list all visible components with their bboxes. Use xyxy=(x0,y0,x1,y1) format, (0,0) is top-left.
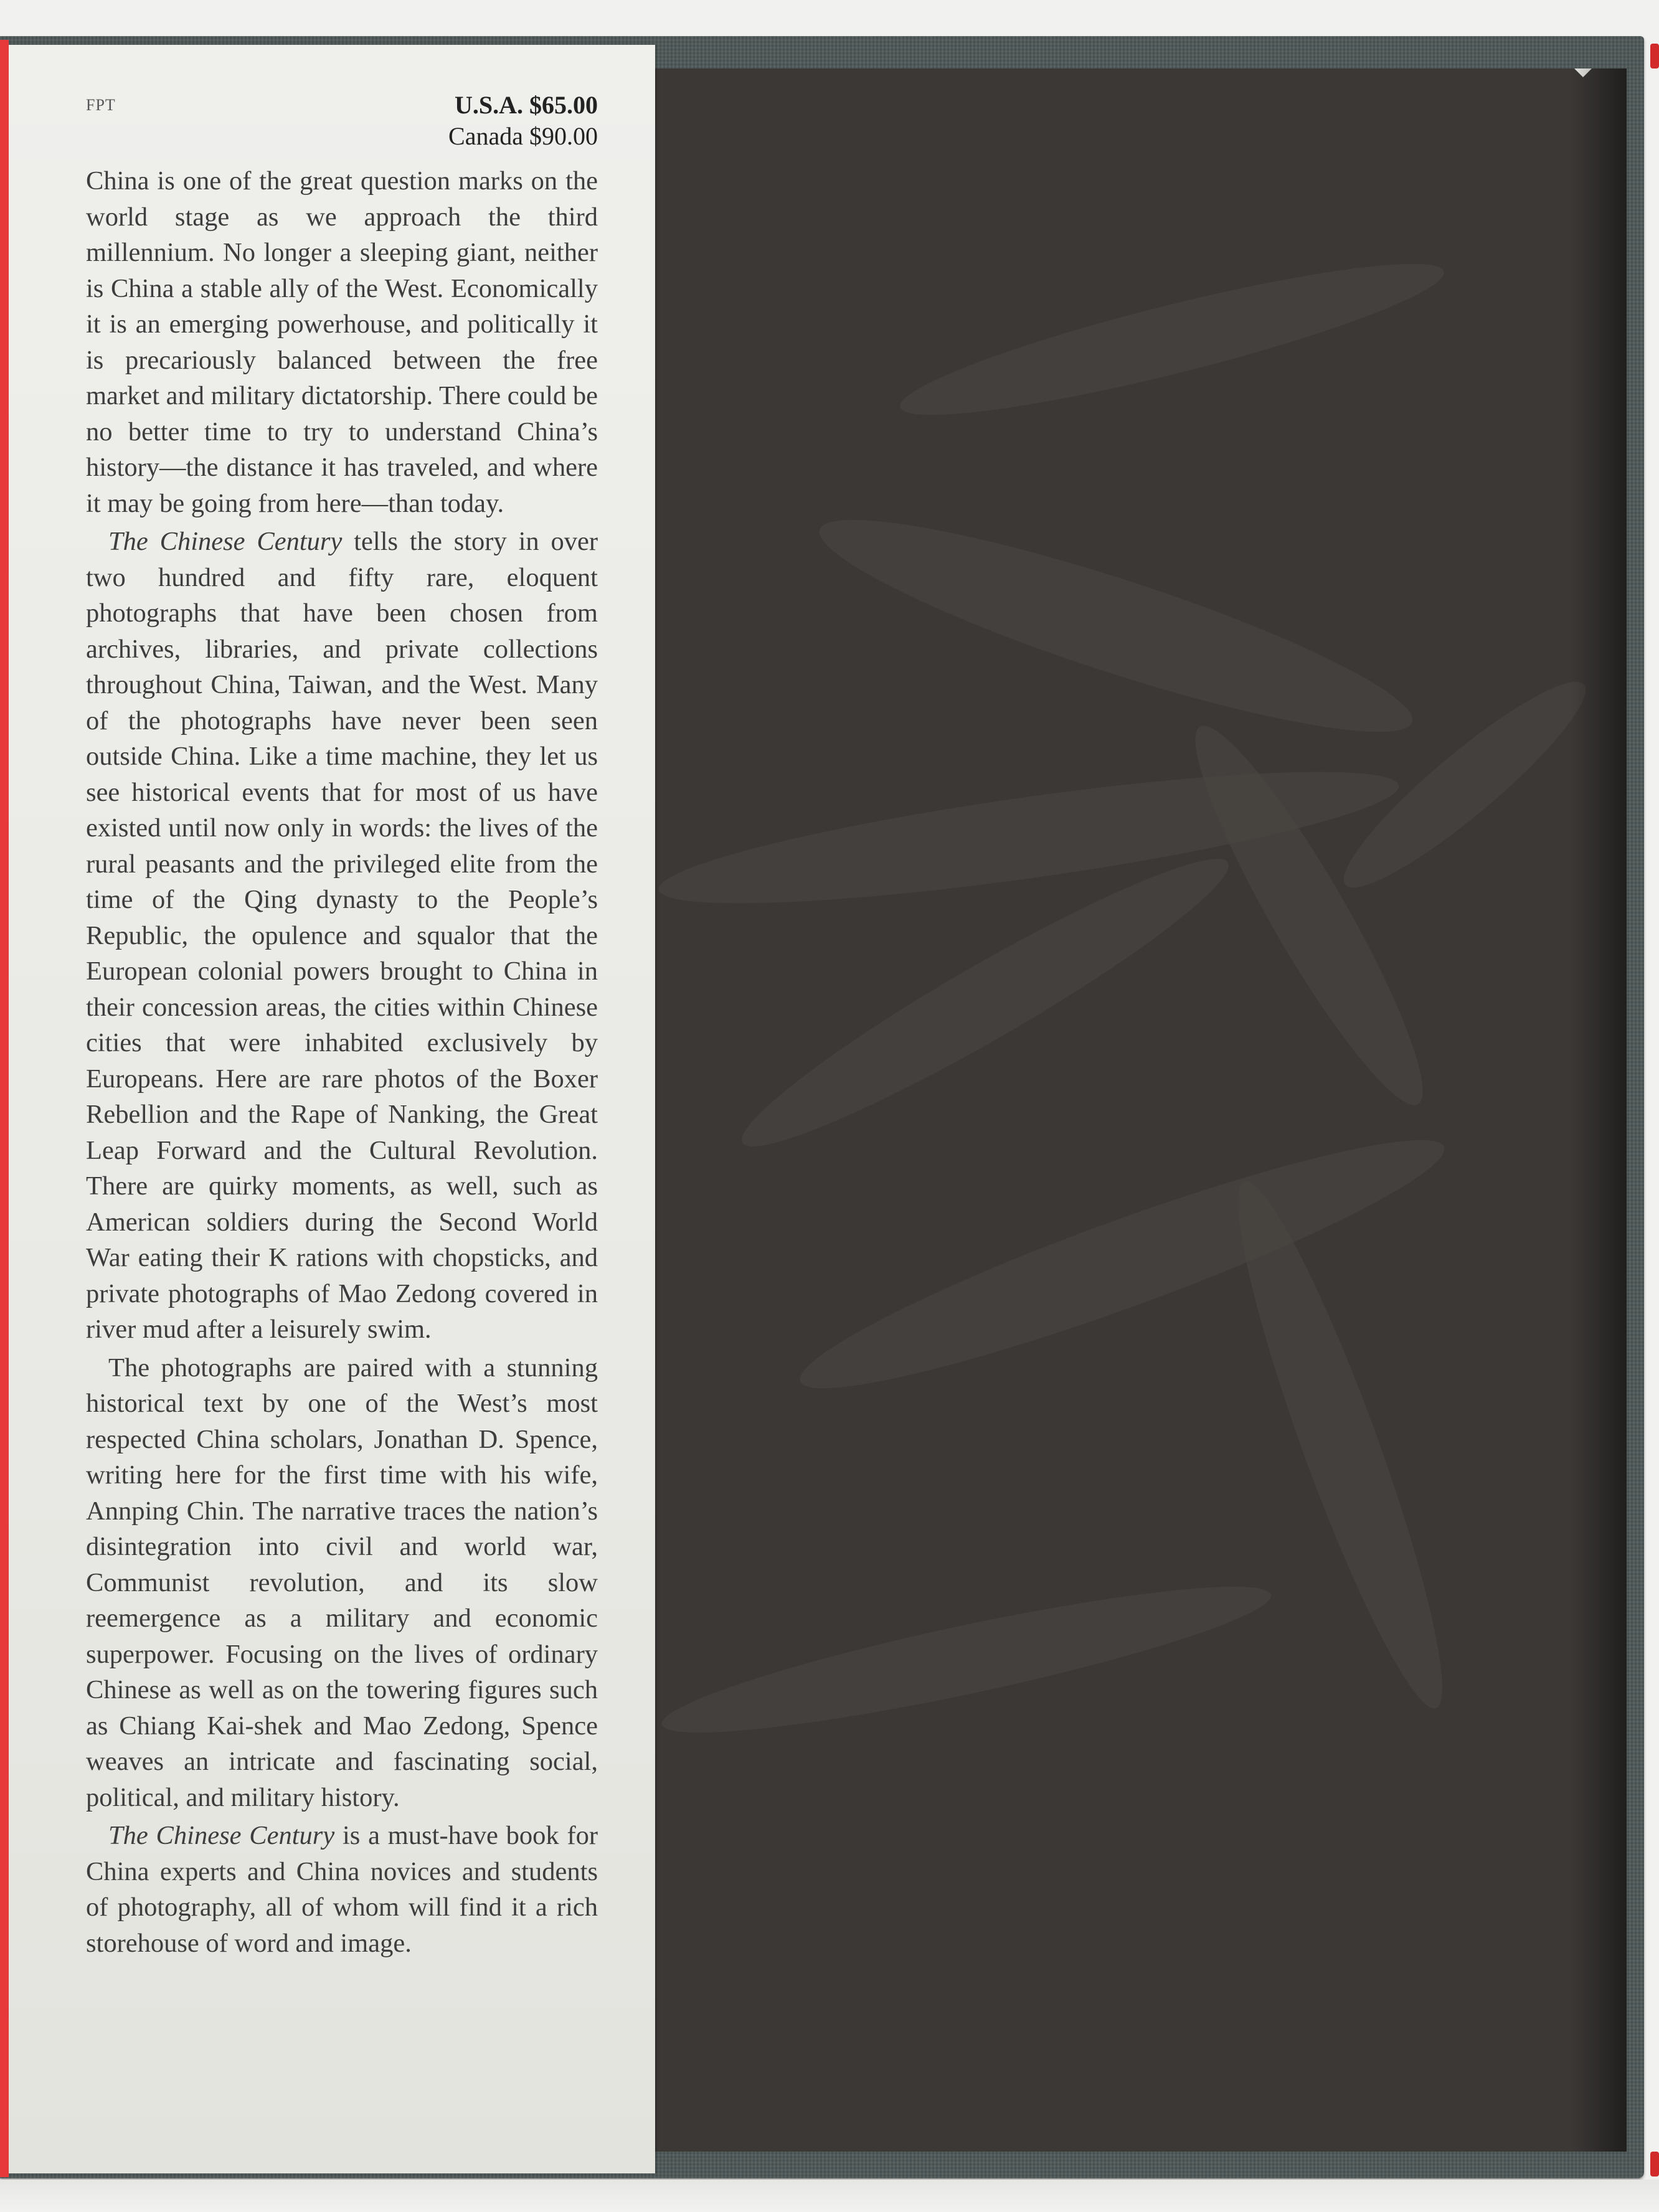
flap-blurb xyxy=(86,163,598,1961)
paragraph-text: tells the story in over two hundred and fifty rare, eloquent photographs that have been chosen from archives, libraries, and private collections throughout China, Taiwan, and the West. Many of the photographs have never been seen outside China. Like a time machine, they let us see historical events that for most of us have existed until now only in words: the lives of the rural peasants and the privileged elite from the time of the Qing dynasty to the People’s Republic, the opulence and squalor that the European colonial powers brought to China in their concession areas, the cities within Chinese cities that were inhabited exclusively by Europeans. Here are rare photos of the Boxer Rebellion and the Rape of Nanking, the Great Leap Forward and the Cultural Revolution. There are quirky moments, as well, such as American soldiers during the Second World War eating their K rations with chopsticks, and private photographs of Mao Zedong covered in river mud after a leisurely swim. xyxy=(86,527,598,1344)
price-canada: Canada $90.00 xyxy=(448,122,598,150)
price-usa: U.S.A. $65.00 xyxy=(454,91,598,119)
jacket-flap xyxy=(9,45,655,2173)
bamboo-leaf-shape xyxy=(805,485,1426,767)
red-headband-top xyxy=(1650,44,1659,69)
bamboo-leaf-shape xyxy=(785,1106,1459,1422)
table-surface xyxy=(0,2180,1659,2212)
paragraph-text: China is one of the great question marks on the world stage as we approach the third millennium. No longer a sleeping giant, neither is China a stable ally of the West. Economically it is an emerging powerhouse, and politically it is precariously balanced between the free market and military dictatorship. There could be no better time to try to understand China’s history—the distance it has traveled, and where it may be going from here—than today. xyxy=(86,166,598,518)
dark-endpaper xyxy=(655,69,1627,2152)
book-title-italic: The Chinese Century xyxy=(108,1821,335,1850)
paragraph-text: The photographs are paired with a stunning historical text by one of the West’s most respected China scholars, Jonathan D. Spence, writing here for the first time with his wife, Annping Chin. The narrative traces the nation’s disintegration into civil and world war, Communist revolution, and its slow reemergence as a military and economic superpower. Focusing on the lives of ordinary Chinese as well as on the towering figures such as Chiang Kai-shek and Mao Zedong, Spence weaves an intricate and fascinating social, political, and military history. xyxy=(86,1353,598,1812)
blurb-paragraph-4 xyxy=(86,1818,598,1961)
book-title-italic: The Chinese Century xyxy=(108,527,343,556)
red-spine-edge xyxy=(0,40,9,2177)
price-block xyxy=(448,90,598,152)
paragraph-text: is a must-have book for China experts and China novices and students of photography, all of whom will find it a rich storehouse of word and image. xyxy=(86,1821,598,1958)
bamboo-leaf-shape xyxy=(1168,708,1450,1123)
blurb-paragraph-2 xyxy=(86,524,598,1348)
red-headband-bottom xyxy=(1650,2152,1659,2177)
blurb-paragraph-3 xyxy=(86,1350,598,1816)
blurb-paragraph-1 xyxy=(86,163,598,521)
bamboo-leaf-shape xyxy=(1209,1169,1472,1721)
publisher-code: FPT xyxy=(86,96,116,114)
bamboo-leaf-shape xyxy=(892,239,1452,440)
bamboo-leaf-shape xyxy=(655,1561,1279,1758)
page-edge-shadow xyxy=(1571,69,1627,2152)
